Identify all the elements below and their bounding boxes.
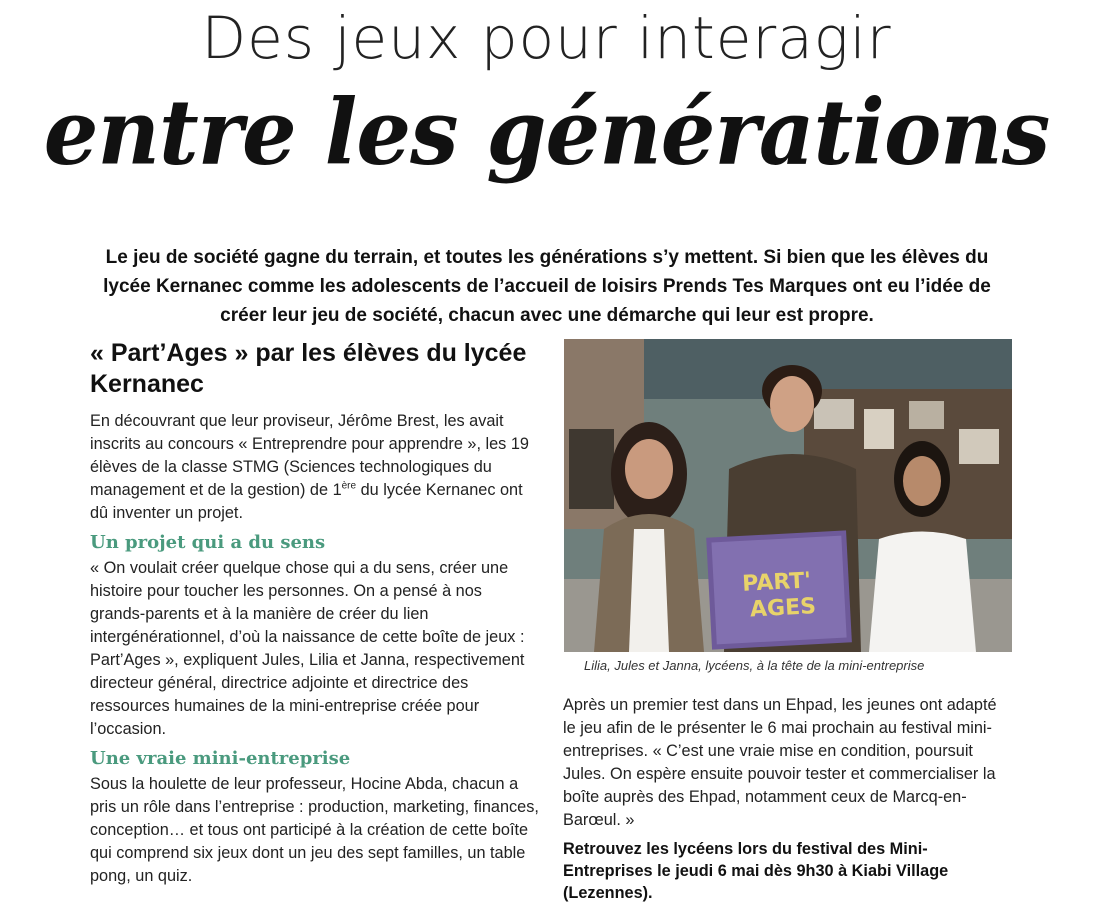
intro-text-1: En découvrant que leur proviseur, Jérôme Brest, les avait inscrits au concours « Entreprendre pour apprendre », les 19 élèves de la classe STMG (Sciences technologiques du management et de la gestion) de 1: [90, 412, 529, 499]
ordinal-superscript: ère: [341, 480, 357, 492]
title-line-1: Des jeux pour interagir: [201, 4, 892, 72]
section-1-title: Un projet qui a du sens: [90, 532, 326, 553]
right-column: [563, 694, 1003, 904]
article-photo: [564, 339, 1012, 652]
title-line-2: entre les générations: [43, 79, 1050, 186]
section-1-text: « On voulait créer quelque chose qui a du sens, créer une histoire pour toucher les personnes. On a pensé à nos grands-parents et à la manière de créer du lien intergénérationnel, d’où la naissance de cette boîte de jeux : Part’Ages », expliquent Jules, Lilia et Janna, respectivement directeur général, directrice adjointe et directrice des ressources humaines de la mini-entreprise créée pour l’occasion.: [90, 559, 525, 738]
left-column: [90, 338, 540, 888]
intro-text-2: du lycée Kernanec ont dû inventer un projet.: [90, 481, 523, 522]
box-label-line-2: AGES: [749, 594, 817, 623]
photo-caption: Lilia, Jules et Janna, lycéens, à la tête de la mini-entreprise: [584, 658, 925, 673]
box-label-line-1: PART': [741, 568, 812, 597]
section-2-text: Sous la houlette de leur professeur, Hocine Abda, chacun a pris un rôle dans l’entreprise : production, marketing, finances, conception… et tous ont participé à la création de cette boîte qui comprend six jeux dont un jeu des sept familles, un table pong, un quiz.: [90, 775, 539, 885]
lead-paragraph: Le jeu de société gagne du terrain, et toutes les générations s’y mettent. Si bien que les élèves du lycée Kernanec comme les adolescents de l’accueil de loisirs Prends Tes Marques ont eu l’idée de créer leur jeu de société, chacun avec une démarche qui leur est propre.: [103, 247, 991, 326]
section-2-title: Une vraie mini-entreprise: [90, 748, 351, 769]
intro-paragraph: [90, 410, 540, 525]
right-paragraph: Après un premier test dans un Ehpad, les jeunes ont adapté le jeu afin de le présenter le 6 mai prochain au festival mini-entreprises. « C’est une vraie mise en condition, poursuit Jules. On espère ensuite pouvoir tester et commercialiser la boîte auprès des Ehpad, notamment ceux de Marcq-en-Barœul. »: [563, 696, 997, 829]
closing-note: Retrouvez les lycéens lors du festival des Mini-Entreprises le jeudi 6 mai dès 9h30 à Kiabi Village (Lezennes).: [563, 840, 949, 902]
photo-illustration: [564, 339, 1012, 652]
article-heading: « Part’Ages » par les élèves du lycée Kernanec: [90, 339, 527, 398]
